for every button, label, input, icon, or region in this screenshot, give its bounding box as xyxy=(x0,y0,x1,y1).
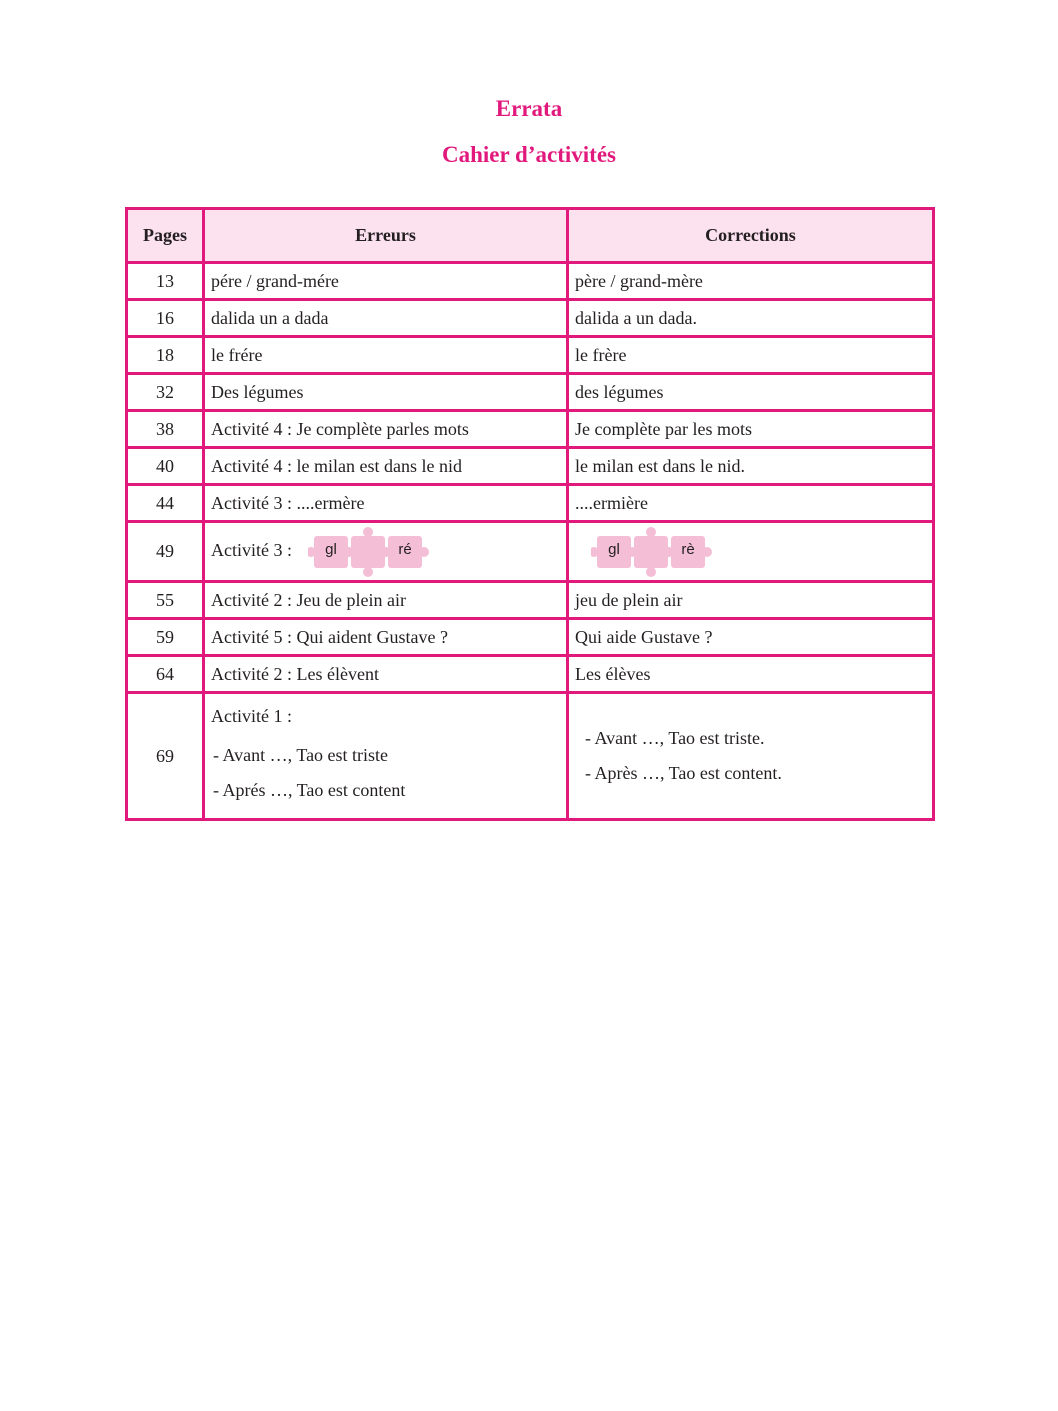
error-puzzle-icon xyxy=(308,524,430,580)
correction-puzzle-icon xyxy=(591,524,713,580)
error-cell: Activité 3 : ....ermère xyxy=(204,485,568,522)
table-row xyxy=(127,337,934,374)
page-number-cell: 32 xyxy=(127,374,204,411)
table-row xyxy=(127,656,934,693)
correction-cell: le frère xyxy=(568,337,934,374)
correction-line: - Après …, Tao est content. xyxy=(585,763,782,783)
correction-cell: jeu de plein air xyxy=(568,582,934,619)
table-row xyxy=(127,522,934,582)
page-subtitle: Cahier d’activités xyxy=(442,142,616,167)
page-number-cell: 59 xyxy=(127,619,204,656)
error-line: - Avant …, Tao est triste xyxy=(213,744,389,765)
page-number-cell: 13 xyxy=(127,263,204,300)
correction-cell: Les élèves xyxy=(568,656,934,693)
puzzle-piece xyxy=(634,536,668,568)
error-cell: Activité 4 : Je complète parles mots xyxy=(204,411,568,448)
column-header-errors: Erreurs xyxy=(204,209,568,263)
correction-line: - Avant …, Tao est triste. xyxy=(585,728,765,748)
table-row xyxy=(127,411,934,448)
error-cell: Activité 2 : Jeu de plein air xyxy=(204,582,568,619)
puzzle-letters: rè xyxy=(681,540,695,558)
page-number-cell: 69 xyxy=(127,693,204,820)
puzzle-knob xyxy=(381,547,391,557)
page-title: Errata xyxy=(495,96,563,121)
error-cell: dalida un a dada xyxy=(204,300,568,337)
correction-cell: le milan est dans le nid. xyxy=(568,448,934,485)
column-header-pages: Pages xyxy=(127,209,204,263)
puzzle-letters: gl xyxy=(608,540,620,558)
page-number-cell: 55 xyxy=(127,582,204,619)
correction-cell xyxy=(568,693,934,820)
error-cell: Des légumes xyxy=(204,374,568,411)
puzzle-piece xyxy=(351,536,385,568)
correction-cell: Je complète par les mots xyxy=(568,411,934,448)
puzzle-knob xyxy=(664,547,674,557)
errata-table xyxy=(125,207,935,821)
error-cell: Activité 2 : Les élèvent xyxy=(204,656,568,693)
table-row xyxy=(127,374,934,411)
correction-cell: ....ermière xyxy=(568,485,934,522)
page-number-cell: 16 xyxy=(127,300,204,337)
puzzle-knob xyxy=(627,547,637,557)
page-number-cell: 44 xyxy=(127,485,204,522)
error-cell: pére / grand-mére xyxy=(204,263,568,300)
puzzle-knob xyxy=(363,527,373,537)
table-header-row xyxy=(127,209,934,263)
puzzle-knob xyxy=(419,547,429,557)
table-row xyxy=(127,300,934,337)
table-row xyxy=(127,485,934,522)
column-header-corrections: Corrections xyxy=(568,209,934,263)
page-number-cell: 38 xyxy=(127,411,204,448)
table-row xyxy=(127,693,934,820)
correction-cell xyxy=(568,522,934,582)
error-cell: Activité 5 : Qui aident Gustave ? xyxy=(204,619,568,656)
puzzle-letters: ré xyxy=(398,540,412,558)
correction-cell: père / grand-mère xyxy=(568,263,934,300)
table-row xyxy=(127,448,934,485)
puzzle-letters: gl xyxy=(325,540,337,558)
puzzle-knob xyxy=(344,547,354,557)
table-row xyxy=(127,619,934,656)
puzzle-knob xyxy=(363,567,373,577)
table-row xyxy=(127,263,934,300)
error-cell xyxy=(204,693,568,820)
page-number-cell: 40 xyxy=(127,448,204,485)
puzzle-knob xyxy=(646,527,656,537)
puzzle-knob xyxy=(646,567,656,577)
page-number-cell: 64 xyxy=(127,656,204,693)
table-row xyxy=(127,582,934,619)
correction-cell: dalida a un dada. xyxy=(568,300,934,337)
error-cell: le frére xyxy=(204,337,568,374)
page-number-cell: 49 xyxy=(127,522,204,582)
puzzle-knob xyxy=(702,547,712,557)
error-text: Activité 3 : xyxy=(211,539,292,560)
page-number-cell: 18 xyxy=(127,337,204,374)
correction-cell: des légumes xyxy=(568,374,934,411)
error-line: - Aprés …, Tao est content xyxy=(213,779,406,800)
correction-cell: Qui aide Gustave ? xyxy=(568,619,934,656)
error-line: Activité 1 : xyxy=(211,705,292,726)
error-cell: Activité 4 : le milan est dans le nid xyxy=(204,448,568,485)
error-cell xyxy=(204,522,568,582)
